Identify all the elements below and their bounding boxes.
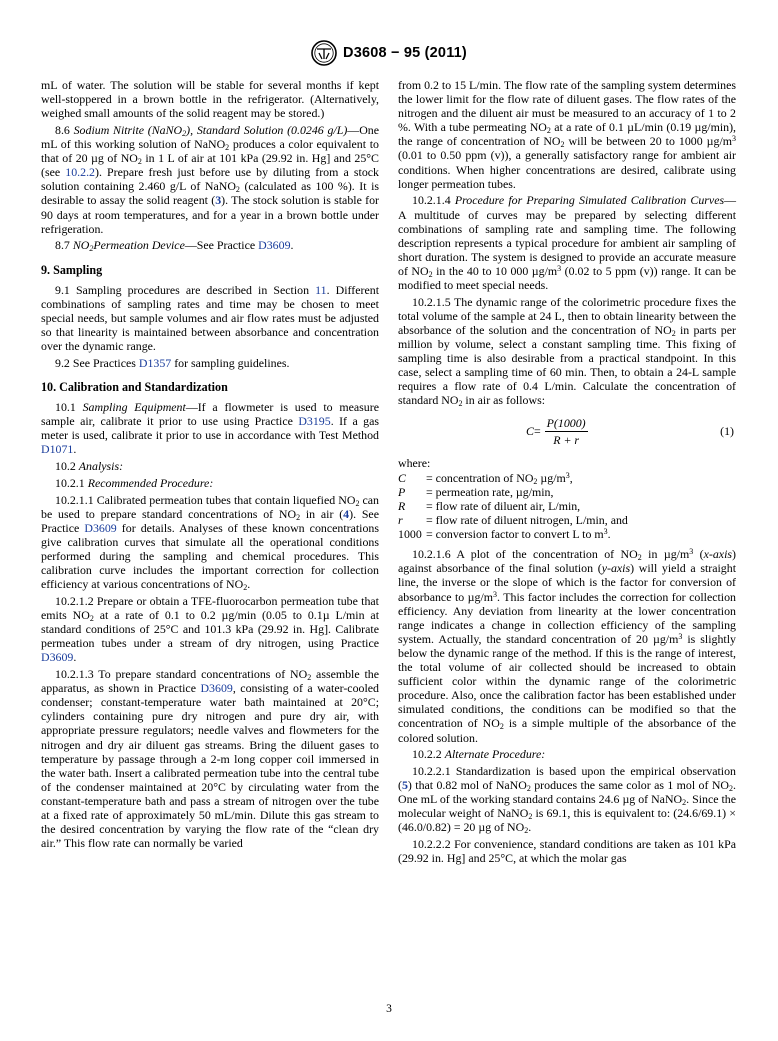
page-header [0,40,778,66]
paragraph-8-7: 8.7 $NO_2Permeation$ Device—See Practice D3609. [55,238,294,254]
variable-row: r = flow rate of diluent nitrogen, L/min, and [398,512,628,527]
equation-lhs: C [526,424,534,439]
reference-link-5[interactable]: 5 [401,778,408,793]
document-designation: D3608 − 95 (2011) [343,45,467,61]
section-link-11[interactable]: 11 [315,282,327,297]
paragraph-10-2-1-5: 10.2.1.5 The dynamic range of the colorimetric procedure fixes the total volume of the sample at 24 L, then to obtain linearity between the absorbance of the solution and the concentration of $NO_2$ in parts per million by volume, select a constant sampling time. This fixing of sampling time is also desirable from a practical standpoint. In this case, select a sampling time of 60 min. Then, to obtain a 24-L sample requires a flow rate of 0.4 L/min. Calculate the concentration of standard $NO_2$ in air as follows: [398,294,736,409]
section-link-10-2-2[interactable]: 10.2.2 [65,165,95,180]
paragraph-10-2-1-4: 10.2.1.4 Procedure for Preparing Simulated Calibration Curves—A multitude of curves may be prepared by selecting different combinations of sampling rate and sampling time. The following description represents a typical procedure for ambient air sampling of short duration. The system is designed to provide an accurate measure of $NO_2$ in the 40 to 10 000 $\mu g/m^3$ (0.02 to 5 ppm (v)) range. It can be modified to meet special needs. [398,193,736,292]
section-title: Sampling Equipment [82,399,186,414]
left-column [41,78,379,853]
paragraph-10-2-2-2: 10.2.2.2 For convenience, standard conditions are taken as 101 kPa (29.92 in. Hg] and 25°C, at which the molar gas [398,837,736,866]
paragraph-10-2-1-2: 10.2.1.2 Prepare or obtain a TFE-fluorocarbon permeation tube that emits $NO_2$ at a rate of 0.1 to 0.2 µg/min (0.05 to 0.1µ L/min at standard conditions of 25°C and 101.3 kPa (29.92 in. Hg]. Calibrate permeation tubes under a stream of dry nitrogen, using Practice D3609. [41,593,379,665]
section-heading-9: 9. Sampling [41,262,103,277]
section-title: Procedure for Preparing Simulated Calibration Curves [454,193,725,208]
standard-link-d3609[interactable]: D3609 [200,681,233,696]
variable-definitions [398,472,736,541]
standard-link-d1071[interactable]: D1071 [41,442,74,457]
reference-link-3[interactable]: 3 [215,193,222,208]
paragraph-continuation: mL of water. The solution will be stable for several months if kept well-stoppered in a brown bottle in the refrigerator. (Alternatively, weighed small amounts of the solid reagent may be stored.) [41,78,379,121]
right-column [398,78,736,868]
paragraph-continuation: from 0.2 to 15 L/min. The flow rate of the sampling system determines the lower limit for the flow rate of diluent gases. The flow rates of the nitrogen and the diluent air must be measured to an accuracy of 1 to 2 %. With a tube permeating $NO_2$ at a rate of 0.1 µL/min (0.19 µg/min), the range of concentration of $NO_2$ will be between 20 to 1000 $\mu g/m^3$ (0.01 to 0.50 ppm (v)), a generally satisfactory range for ambient air conditions. When higher concentrations are desired, calibrate using longer permeation tubes. [398,78,737,191]
paragraph-10-2-2: 10.2.2 Alternate Procedure: [412,747,546,762]
paragraph-10-2-2-1: 10.2.2.1 Standardization is based upon the empirical observation (5) that 0.82 mol of NaNO$_2$ produces the same color as 1 mol of $NO_2$. One mL of the working standard contains 24.6 µg of NaNO$_2$. Since the molecular weight of NaNO$_2$ is 69.1, this is equivalent to: (24.6/69.1) × (46.0/0.82) = 20 µg of $NO_2$. [398,764,737,836]
standard-link-d1357[interactable]: D1357 [138,355,172,370]
equation-body [526,416,588,447]
equation-fraction [545,416,588,447]
standard-link-d3609[interactable]: D3609 [84,520,117,535]
where-label: where: [398,455,431,470]
paragraph-10-2: 10.2 Analysis: [55,459,124,473]
variable-row: R = flow rate of diluent air, L/min, [398,498,581,513]
standard-link-d3195[interactable]: D3195 [298,414,331,429]
paragraph-10-1: 10.1 Sampling Equipment—If a flowmeter is used to measure sample air, calibrate it prior to use using Practice D3195. If a gas meter is used, calibrate it prior to use in accordance with Test Method D1071. [41,399,379,457]
reference-link-4[interactable]: 4 [343,506,350,521]
paragraph-9-2: 9.2 See Practices D1357 for sampling guidelines. [55,355,290,370]
paragraph-10-2-1-6: 10.2.1.6 A plot of the concentration of $NO_2$ in $\mu g/m^3$ (x-axis) against absorbance of the final solution (y-axis) will yield a straight line, the inverse or the slope of which is the factor for conversion of absorbance to $\mu g/m^3$. This factor includes the correction for collection efficiency. Any deviation from linearity at the lower concentration range indicates a change in collection efficiency of the sampling system. Actually, the standard concentration of 20 $\mu g/m^3$ is slightly below the dynamic range of the method. If this is the range of interest, the total volume of air collected should be increased to obtain sufficient color within the dynamic range of the colorimetric procedure. Also, once the calibration factor has been established under simulated conditions, the conditions can be modified so that the concentration of $NO_2$ is a simple multiple of the absorbance of the colored solution. [398,547,736,745]
paragraph-9-1: 9.1 Sampling procedures are described in Section 11. Different combinations of sampling rates and time may be chosen to meet special needs, but sample volumes and air flow rates must be adjusted so that linearity is maintained between absorbance and concentration over the dynamic range. [41,282,380,353]
equation-1 [398,414,736,450]
standard-link-d3609[interactable]: D3609 [258,238,291,253]
paragraph-8-6: 8.6 Sodium Nitrite (NaNO$_2$), Standard Solution (0.0246 g/L)—One mL of this working solution of NaNO$_2$ produces a color equivalent to that of 20 µg of $NO_2$ in 1 L of air at 101 kPa (29.92 in. Hg] and 25°C (see 10.2.2). Prepare fresh just before use by diluting from a stock solution containing 2.460 g/L of NaNO$_2$ (calculated as 100 %). It is desirable to assay the solid reagent (3). The stock solution is stable for 90 days at room temperatures, and for a year in a brown bottle under refrigeration. [41,122,379,236]
equation-denominator: R + r [553,432,580,447]
paragraph-10-2-1: 10.2.1 Recommended Procedure: [55,475,214,490]
paragraph-10-2-1-1: 10.2.1.1 Calibrated permeation tubes that contain liquefied $NO_2$ can be used to prepare standard concentrations of $NO_2$ in air (4). See Practice D3609 for details. Analyses of these known concentrations give calibration curves that simulate all the operational conditions performed during the sampling and chemical procedures. This calibration curve includes the important correction for collection efficiency at various concentrations of $NO_2$. [41,492,379,593]
page-number: 3 [386,1003,392,1015]
equation-equals: = [533,424,541,439]
section-title: Sodium Nitrite (NaNO$_2$), Standard Solution (0.0246 g/L) [73,122,348,138]
equation-number: (1) [720,423,734,438]
variable-row: 1000 = conversion factor to convert L to $m^3$. [398,526,611,541]
section-title: $NO_2Permeation$ Device [72,238,185,254]
astm-logo-icon [311,40,337,66]
section-heading-10: 10. Calibration and Standardization [41,379,228,394]
variable-row: P = permeation rate, µg/min, [398,485,554,500]
paragraph-10-2-1-3: 10.2.1.3 To prepare standard concentrations of $NO_2$ assemble the apparatus, as shown in Practice D3609, consisting of a water-cooled condenser; constant-temperature water bath maintained at 20°C; cylinders containing pure dry nitrogen and pure dry air, with appropriate pressure regulators; needle valves and flowmeters for the nitrogen and dry air diluent gas streams. Bring the diluent gases to temperature by passage through a 2-m long copper coil immersed in the water bath. Insert a calibrated permeation tube into the central tube of the condenser maintained at 20°C by circulating water from the constant-temperature bath and pass a stream of nitrogen over the tube at a fixed rate of approximately 50 mL/min. Dilute this gas stream to the desired concentration by varying the flow rate of the “clean dry air.” This flow rate can normally be varied [41,667,379,851]
standard-link-d3609[interactable]: D3609 [41,650,74,665]
variable-row: C = concentration of $NO_2$ $\mu g/m^3$, [398,471,573,487]
equation-numerator: P(1000) [545,416,588,432]
